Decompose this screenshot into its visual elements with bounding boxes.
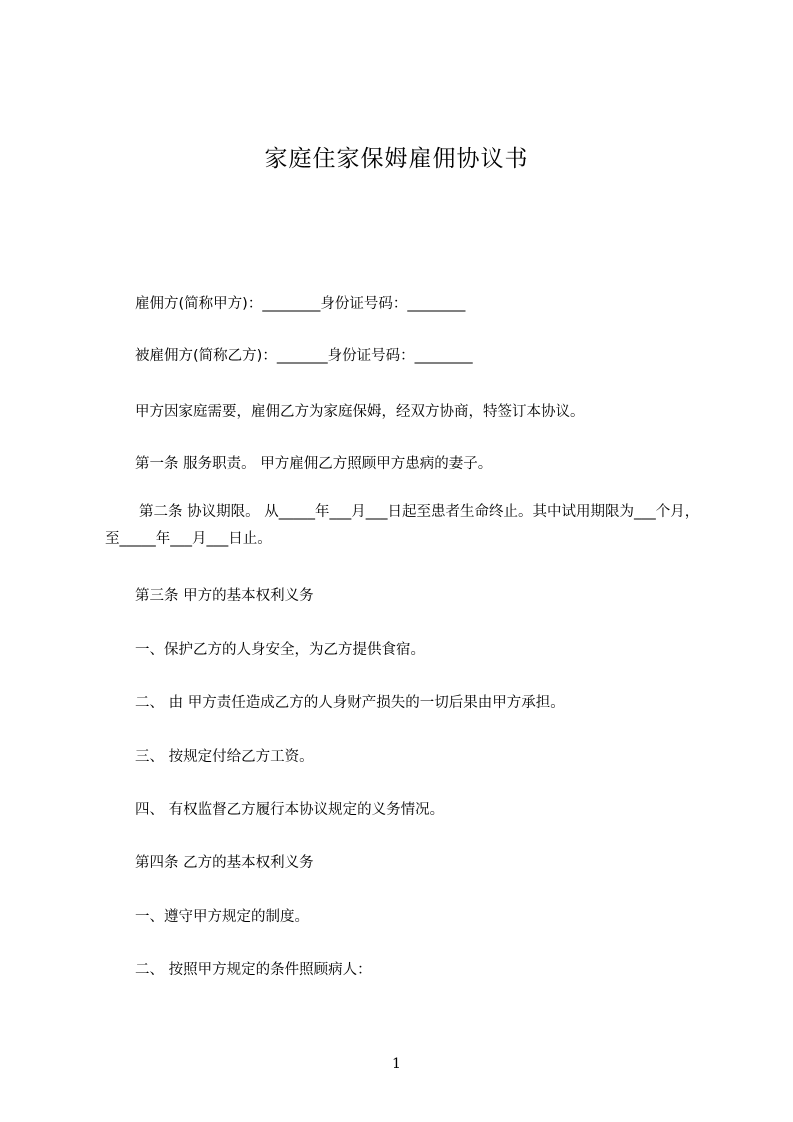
article-3-item-3: 三、 按规定付给乙方工资。	[135, 749, 314, 765]
article-3-heading: 第三条 甲方的基本权利义务	[135, 588, 314, 604]
article-3-item-4: 四、 有权监督乙方履行本协议规定的义务情况。	[135, 802, 445, 818]
article-2-paragraph: 第二条 协议期限。 从_____年___月___日起至患者生命终止。其中试用期限为___个月，至_____年___月___日止。	[105, 504, 700, 547]
article-4-item-1: 一、遵守甲方规定的制度。	[135, 909, 309, 925]
preamble-paragraph: 甲方因家庭需要，雇佣乙方为家庭保姆，经双方协商，特签订本协议。	[135, 404, 585, 420]
page-number: 1	[392, 1056, 401, 1072]
document-title: 家庭住家保姆雇佣协议书	[264, 146, 529, 172]
article-4-item-2: 二、 按照甲方规定的条件照顾病人：	[135, 962, 372, 978]
article-4-heading: 第四条 乙方的基本权利义务	[135, 855, 314, 871]
article-3-item-2: 二、 由 甲方责任造成乙方的人身财产损失的一切后果由甲方承担。	[135, 695, 565, 711]
article-1-paragraph: 第一条 服务职责。 甲方雇佣乙方照顾甲方患病的妻子。	[135, 456, 493, 472]
employer-line: 雇佣方(简称甲方)：________身份证号码：________	[135, 296, 466, 312]
article-3-item-1: 一、保护乙方的人身安全，为乙方提供食宿。	[135, 642, 425, 658]
employee-line: 被雇佣方(简称乙方)：_______身份证号码：________	[135, 348, 473, 364]
